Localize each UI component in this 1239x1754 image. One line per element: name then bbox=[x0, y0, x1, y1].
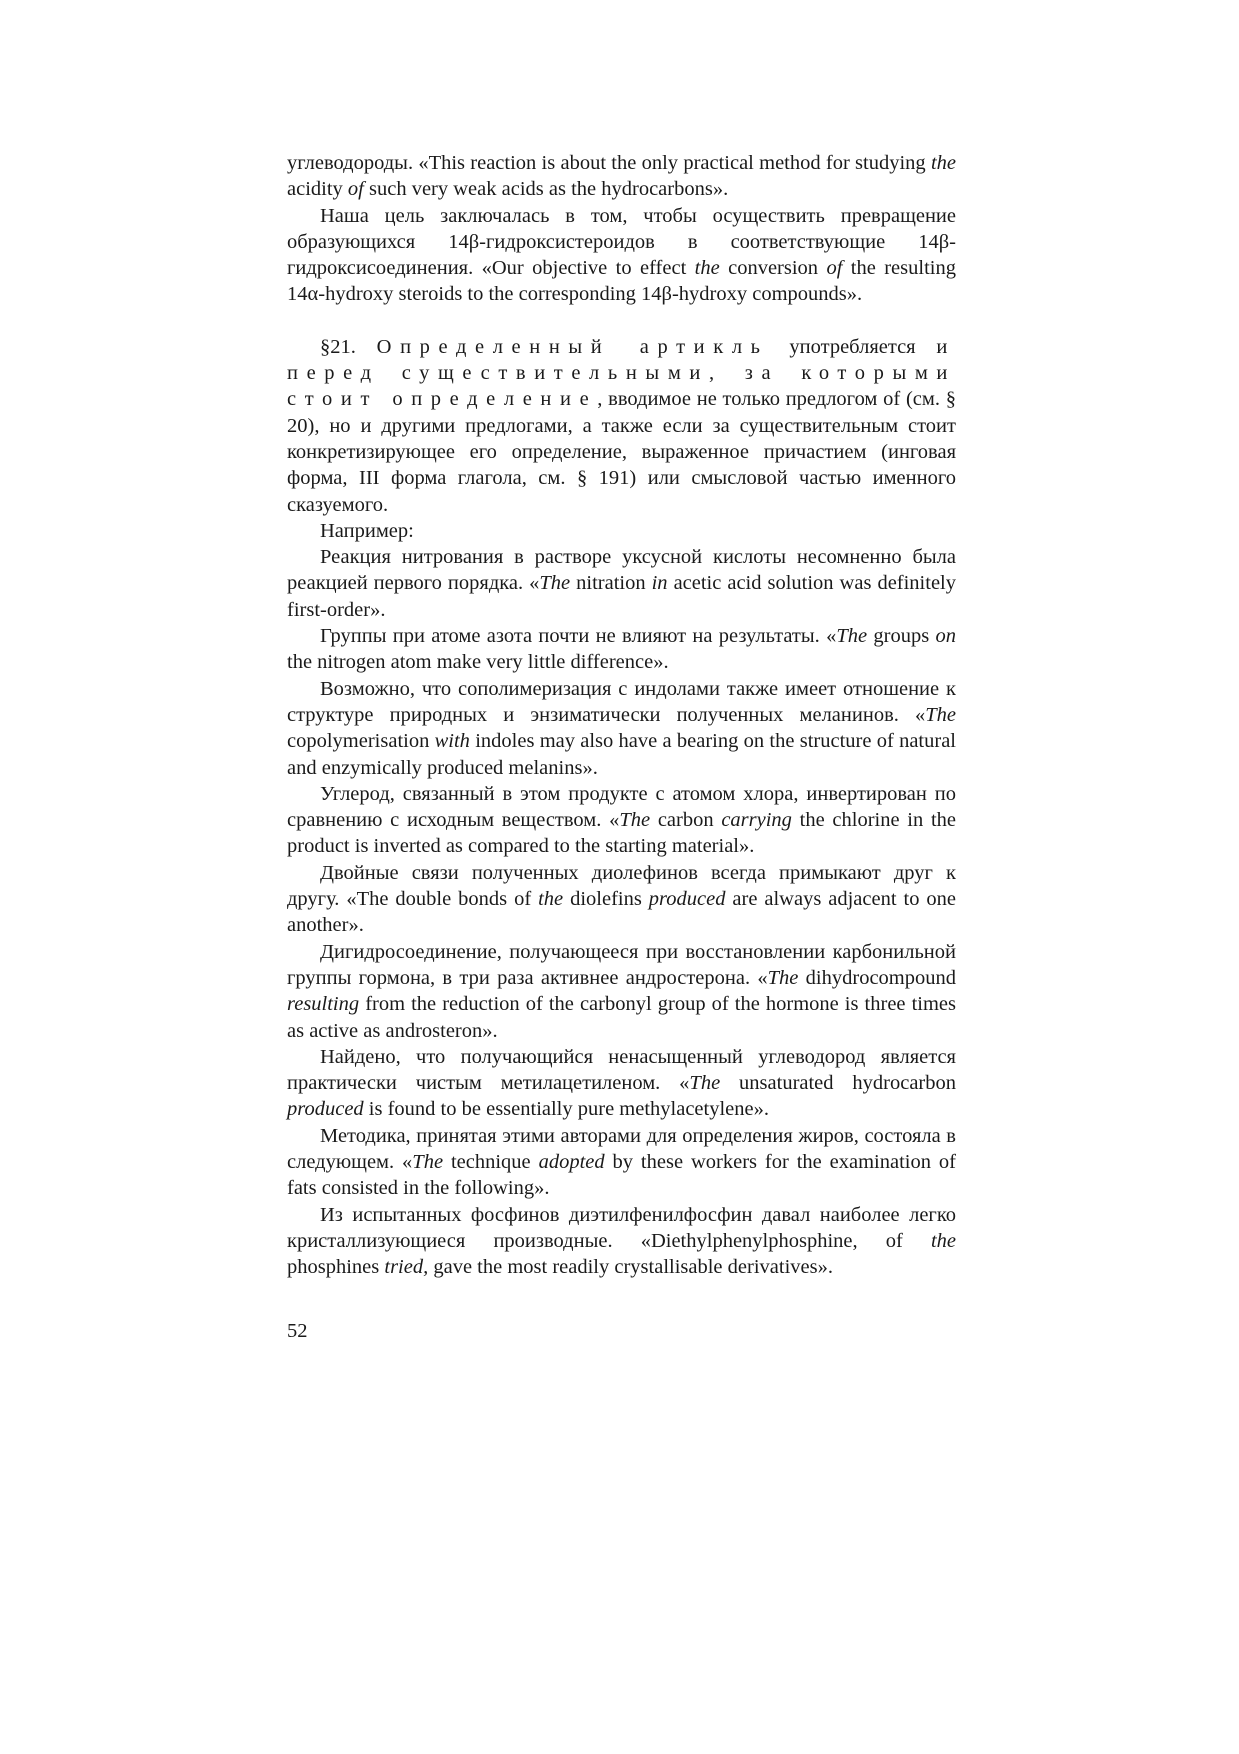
text-run: groups bbox=[867, 625, 936, 648]
text-run: Группы при атоме азота почти не влияют на результаты. « bbox=[320, 625, 837, 648]
paragraph bbox=[287, 623, 956, 676]
text-run: by these workers for the examination of fats consisted in the following». bbox=[287, 1150, 956, 1200]
paragraph bbox=[287, 781, 956, 860]
italic-term: The bbox=[412, 1150, 444, 1173]
text-run: the nitrogen atom make very little difference». bbox=[287, 651, 669, 674]
text-run: Найдено, что получающийся ненасыщенный углеводород является практически чистым метилацетиленом. « bbox=[287, 1045, 956, 1095]
text-run: Например: bbox=[320, 519, 414, 542]
italic-term: carrying bbox=[721, 809, 792, 832]
spaced-emphasis: Определенный артикль bbox=[376, 335, 769, 358]
text-run: the chlorine in the product is inverted as compared to the starting material». bbox=[287, 809, 957, 858]
text-run: Методика, принятая этими авторами для определения жиров, состояла в следующем. « bbox=[287, 1124, 956, 1173]
italic-term: The bbox=[767, 966, 799, 989]
italic-term: the bbox=[930, 152, 956, 174]
italic-term: the bbox=[930, 1229, 956, 1252]
paragraph bbox=[287, 518, 956, 544]
page-number: 52 bbox=[287, 1320, 308, 1342]
italic-term: on bbox=[935, 625, 956, 648]
italic-term: produced bbox=[287, 1098, 364, 1121]
paragraph bbox=[287, 1123, 956, 1202]
page-body bbox=[287, 150, 956, 1280]
italic-term: adopted bbox=[538, 1150, 605, 1173]
spaced-emphasis: и перед существительными, за которыми стоит определение bbox=[287, 335, 956, 411]
italic-term: The bbox=[689, 1072, 721, 1095]
text-run: Дигидросоединение, получающееся при восстановлении карбонильной группы гормона, в три раза активнее андростерона. « bbox=[287, 940, 956, 989]
text-run: Реакция нитрования в растворе уксусной кислоты несомненно была реакцией первого порядка. « bbox=[287, 546, 956, 595]
text-run: copolymerisation bbox=[287, 730, 435, 753]
paragraph bbox=[287, 1044, 956, 1123]
text-run: diolefins bbox=[563, 888, 649, 911]
text-run: углеводороды. «This reaction is about the only practical method for studying bbox=[287, 152, 931, 174]
paragraph bbox=[287, 150, 956, 203]
italic-term: resulting bbox=[287, 993, 360, 1016]
text-run: Из испытанных фосфинов диэтилфенилфосфин давал наиболее легко кристаллизующиеся производные. «Diethylphenylphosphine, of bbox=[287, 1203, 956, 1252]
italic-term: the bbox=[538, 888, 564, 911]
italic-term: of bbox=[347, 178, 364, 201]
paragraph bbox=[287, 939, 956, 1044]
italic-term: tried, bbox=[384, 1256, 429, 1279]
text-run: , вводимое не только предлогом of (см. § 20), но и другими предлогами, а также если за существительным стоит конкретизирующее его определение, выраженное причастием (инговая форма, III форма глагола, см. § 191) или смысловой частью именного сказуемого. bbox=[287, 388, 956, 516]
text-run: употребляется bbox=[768, 335, 937, 358]
text-run: is found to be essentially pure methylacetylene». bbox=[363, 1098, 769, 1121]
italic-term: The bbox=[539, 572, 571, 595]
paragraph bbox=[287, 203, 956, 308]
text-run: §21. bbox=[320, 335, 377, 358]
italic-term: the bbox=[694, 257, 720, 280]
text-run: Наша цель заключалась в том, чтобы осуществить превращение образующихся 14β-гидроксистероидов в соответствующие 14β-гидроксисоединения. «Our objective to effect bbox=[287, 204, 956, 280]
italic-term: of bbox=[826, 257, 843, 280]
italic-term: The bbox=[619, 809, 651, 832]
paragraph bbox=[287, 1202, 956, 1281]
text-run: conversion bbox=[719, 257, 827, 280]
text-run: Двойные связи полученных диолефинов всегда примыкают друг к другу. «The double bonds of bbox=[287, 861, 956, 911]
text-run: Углерод, связанный в этом продукте с атомом хлора, инвертирован по сравнению с исходным веществом. « bbox=[287, 782, 956, 832]
text-run: Возможно, что сополимеризация с индолами также имеет отношение к структуре природных и энзиматически полученных меланинов. « bbox=[287, 677, 956, 726]
text-run: phosphines bbox=[287, 1256, 385, 1279]
paragraph bbox=[287, 544, 956, 623]
text-run: nitration bbox=[570, 572, 652, 595]
text-run: are always adjacent to one another». bbox=[287, 888, 956, 937]
text-run: such very weak acids as the hydrocarbons». bbox=[363, 178, 729, 201]
italic-term: The bbox=[836, 625, 868, 648]
italic-term: The bbox=[925, 703, 956, 726]
paragraph bbox=[287, 676, 956, 781]
text-run: from the reduction of the carbonyl group of the hormone is three times as active as androsteron». bbox=[287, 993, 956, 1042]
paragraph bbox=[287, 860, 956, 939]
italic-term: in bbox=[651, 572, 668, 595]
text-run: acetic acid solution was definitely first-order». bbox=[287, 572, 956, 621]
text-run: the resulting 14α-hydroxy steroids to the corresponding 14β-hydroxy compounds». bbox=[287, 257, 956, 306]
text-run: unsaturated hydrocarbon bbox=[720, 1072, 957, 1095]
text-run: technique bbox=[443, 1150, 539, 1173]
text-run: carbon bbox=[650, 809, 722, 832]
italic-term: produced bbox=[648, 888, 726, 911]
text-run: gave the most readily crystallisable derivatives». bbox=[428, 1256, 833, 1279]
text-run: indoles may also have a bearing on the structure of natural and enzymically produced melanins». bbox=[287, 730, 956, 779]
text-run: dihydrocompound bbox=[798, 966, 956, 989]
italic-term: with bbox=[434, 730, 470, 753]
section-21-paragraph bbox=[287, 334, 956, 518]
text-run: acidity bbox=[287, 178, 348, 201]
